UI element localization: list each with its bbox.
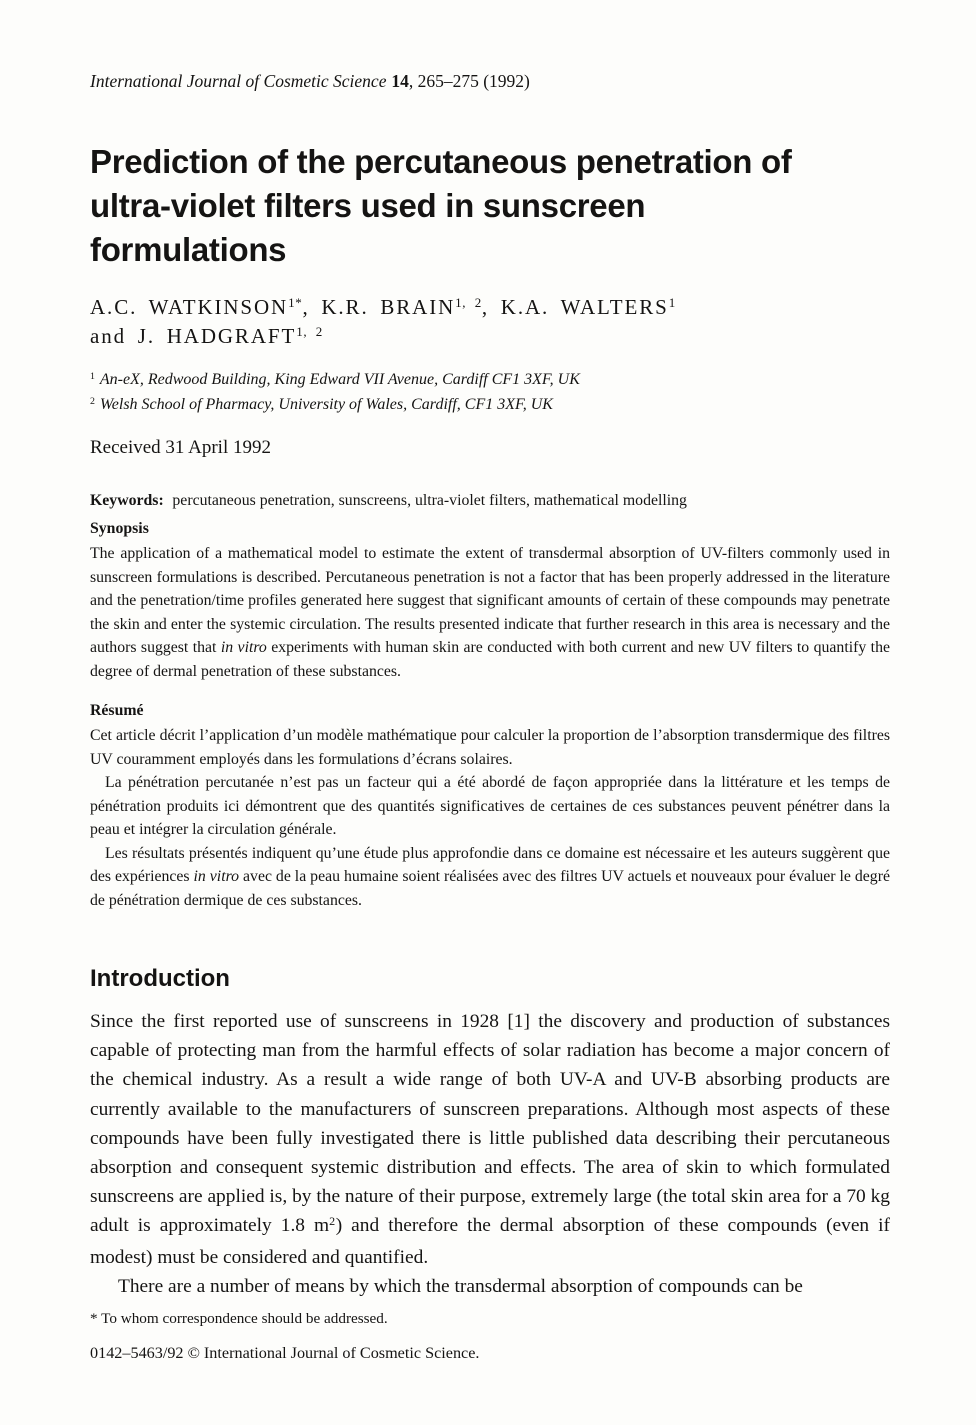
- keywords-text: percutaneous penetration, sunscreens, ultra-violet filters, mathematical modelling: [172, 492, 687, 509]
- journal-issue-info: , 265–275 (1992): [408, 71, 530, 91]
- resume-text-1: Les résultats présentés indiquent qu’une étude plus approfondie dans ce domaine est nécessaire et les auteurs suggèrent que des expériences: [90, 844, 890, 885]
- author-list: [90, 294, 890, 352]
- squared-superscript: 2: [329, 1213, 336, 1228]
- author-line-1: [90, 294, 890, 323]
- author-brain: K.R. BRAIN: [321, 295, 456, 319]
- article-title-line-1: Prediction of the percutaneous penetration of: [90, 143, 792, 180]
- correspondence-footnote: * To whom correspondence should be addressed.: [90, 1310, 388, 1328]
- resume-paragraph-2: La pénétration percutanée n’est pas un facteur qui a été abordé de façon appropriée dans la littérature et les temps de pénétration produits ici démontrent que des quantités significatives de certaines de ces substances peuvent pénétrer dans la peau et intégrer la circulation générale.: [90, 774, 890, 838]
- synopsis-body: [90, 542, 890, 683]
- affiliation-1-text: An-eX, Redwood Building, King Edward VII Avenue, Cardiff CF1 3XF, UK: [99, 371, 580, 388]
- resume-paragraph-1: Cet article décrit l’application d’un modèle mathématique pour calculer la proportion de l’absorption transdermique des filtres UV couramment employés dans les formulations d’écrans solaires.: [90, 727, 890, 768]
- affiliation-1: [90, 368, 890, 393]
- author-separator: ,: [481, 295, 501, 319]
- author-watkinson-affil-marker: 1*: [288, 294, 303, 310]
- article-title-line-3: formulations: [90, 231, 287, 268]
- author-watkinson: A.C. WATKINSON: [90, 295, 289, 319]
- affiliation-1-marker: 1: [90, 370, 96, 382]
- introduction-heading: Introduction: [90, 965, 230, 992]
- resume-italic-in-vitro: in vitro: [193, 868, 240, 885]
- author-hadgraft-affil-marker: 1, 2: [296, 323, 323, 339]
- journal-name: International Journal of Cosmetic Science: [90, 71, 387, 91]
- author-walters: K.A. WALTERS: [500, 295, 669, 319]
- keywords-label: Keywords:: [90, 492, 164, 509]
- resume-paragraph-3: [90, 842, 890, 913]
- introduction-paragraph-2: There are a number of means by which the transdermal absorption of compounds can be: [118, 1275, 803, 1297]
- synopsis-italic-in-vitro: in vitro: [220, 639, 267, 656]
- introduction-text-1: Since the first reported use of sunscreens in 1928 [1] the discovery and production of substances capable of protecting man from the harmful effects of solar radiation has become a major concern of the chemical industry. As a result a wide range of both UV-A and UV-B absorbing products are currently available to the manufacturers of sunscreen preparations. Although most aspects of these compounds have been fully investigated there is little published data describing their percutaneous absorption and consequent systemic distribution and effects. The area of skin to which formulated sunscreens are applied is, by the nature of their purpose, extremely large (the total skin area for a 70 kg adult is approximately 1.8 m: [90, 1011, 890, 1237]
- author-line-2: [90, 323, 890, 352]
- affiliation-2: [90, 393, 890, 418]
- received-date: Received 31 April 1992: [90, 437, 271, 458]
- synopsis-paragraph: [90, 542, 890, 683]
- introduction-text-2: ) and therefore the dermal absorption of these compounds (even if modest) must be considered and quantified.: [90, 1215, 890, 1268]
- resume-text-2: avec de la peau humaine soient réalisées avec des filtres UV actuels et nouveaux pour évaluer le degré de pénétration dermique de ces substances.: [90, 868, 890, 909]
- resume-body: [90, 724, 890, 912]
- journal-volume: 14: [391, 71, 409, 91]
- introduction-paragraph-1: [90, 1007, 890, 1272]
- synopsis-text-2: experiments with human skin are conducted with both current and new UV filters to quantify the degree of dermal penetration of these substances.: [90, 639, 890, 680]
- issn-copyright-line: 0142–5463/92 © International Journal of Cosmetic Science.: [90, 1344, 480, 1363]
- author-hadgraft: and J. HADGRAFT: [90, 324, 297, 348]
- journal-header-line: [90, 70, 890, 92]
- synopsis-heading: Synopsis: [90, 520, 149, 537]
- author-walters-affil-marker: 1: [668, 294, 676, 310]
- author-brain-affil-marker: 1, 2: [455, 294, 482, 310]
- keywords-line: [90, 490, 890, 512]
- introduction-body: [90, 1007, 890, 1301]
- resume-heading: Résumé: [90, 702, 144, 719]
- article-title-line-2: ultra-violet filters used in sunscreen: [90, 187, 646, 224]
- author-separator: ,: [302, 295, 322, 319]
- affiliation-list: [90, 368, 890, 418]
- article-title: [90, 140, 890, 272]
- affiliation-2-text: Welsh School of Pharmacy, University of Wales, Cardiff, CF1 3XF, UK: [99, 396, 553, 413]
- affiliation-2-marker: 2: [90, 395, 96, 407]
- synopsis-text-1: The application of a mathematical model to estimate the extent of transdermal absorption of UV-filters commonly used in sunscreen formulations is described. Percutaneous penetration is not a factor that has been properly addressed in the literature and the penetration/time profiles generated here suggest that significant amounts of certain of these compounds may penetrate the skin and enter the systemic circulation. The results presented indicate that further research in this area is necessary and the authors suggest that: [90, 545, 890, 656]
